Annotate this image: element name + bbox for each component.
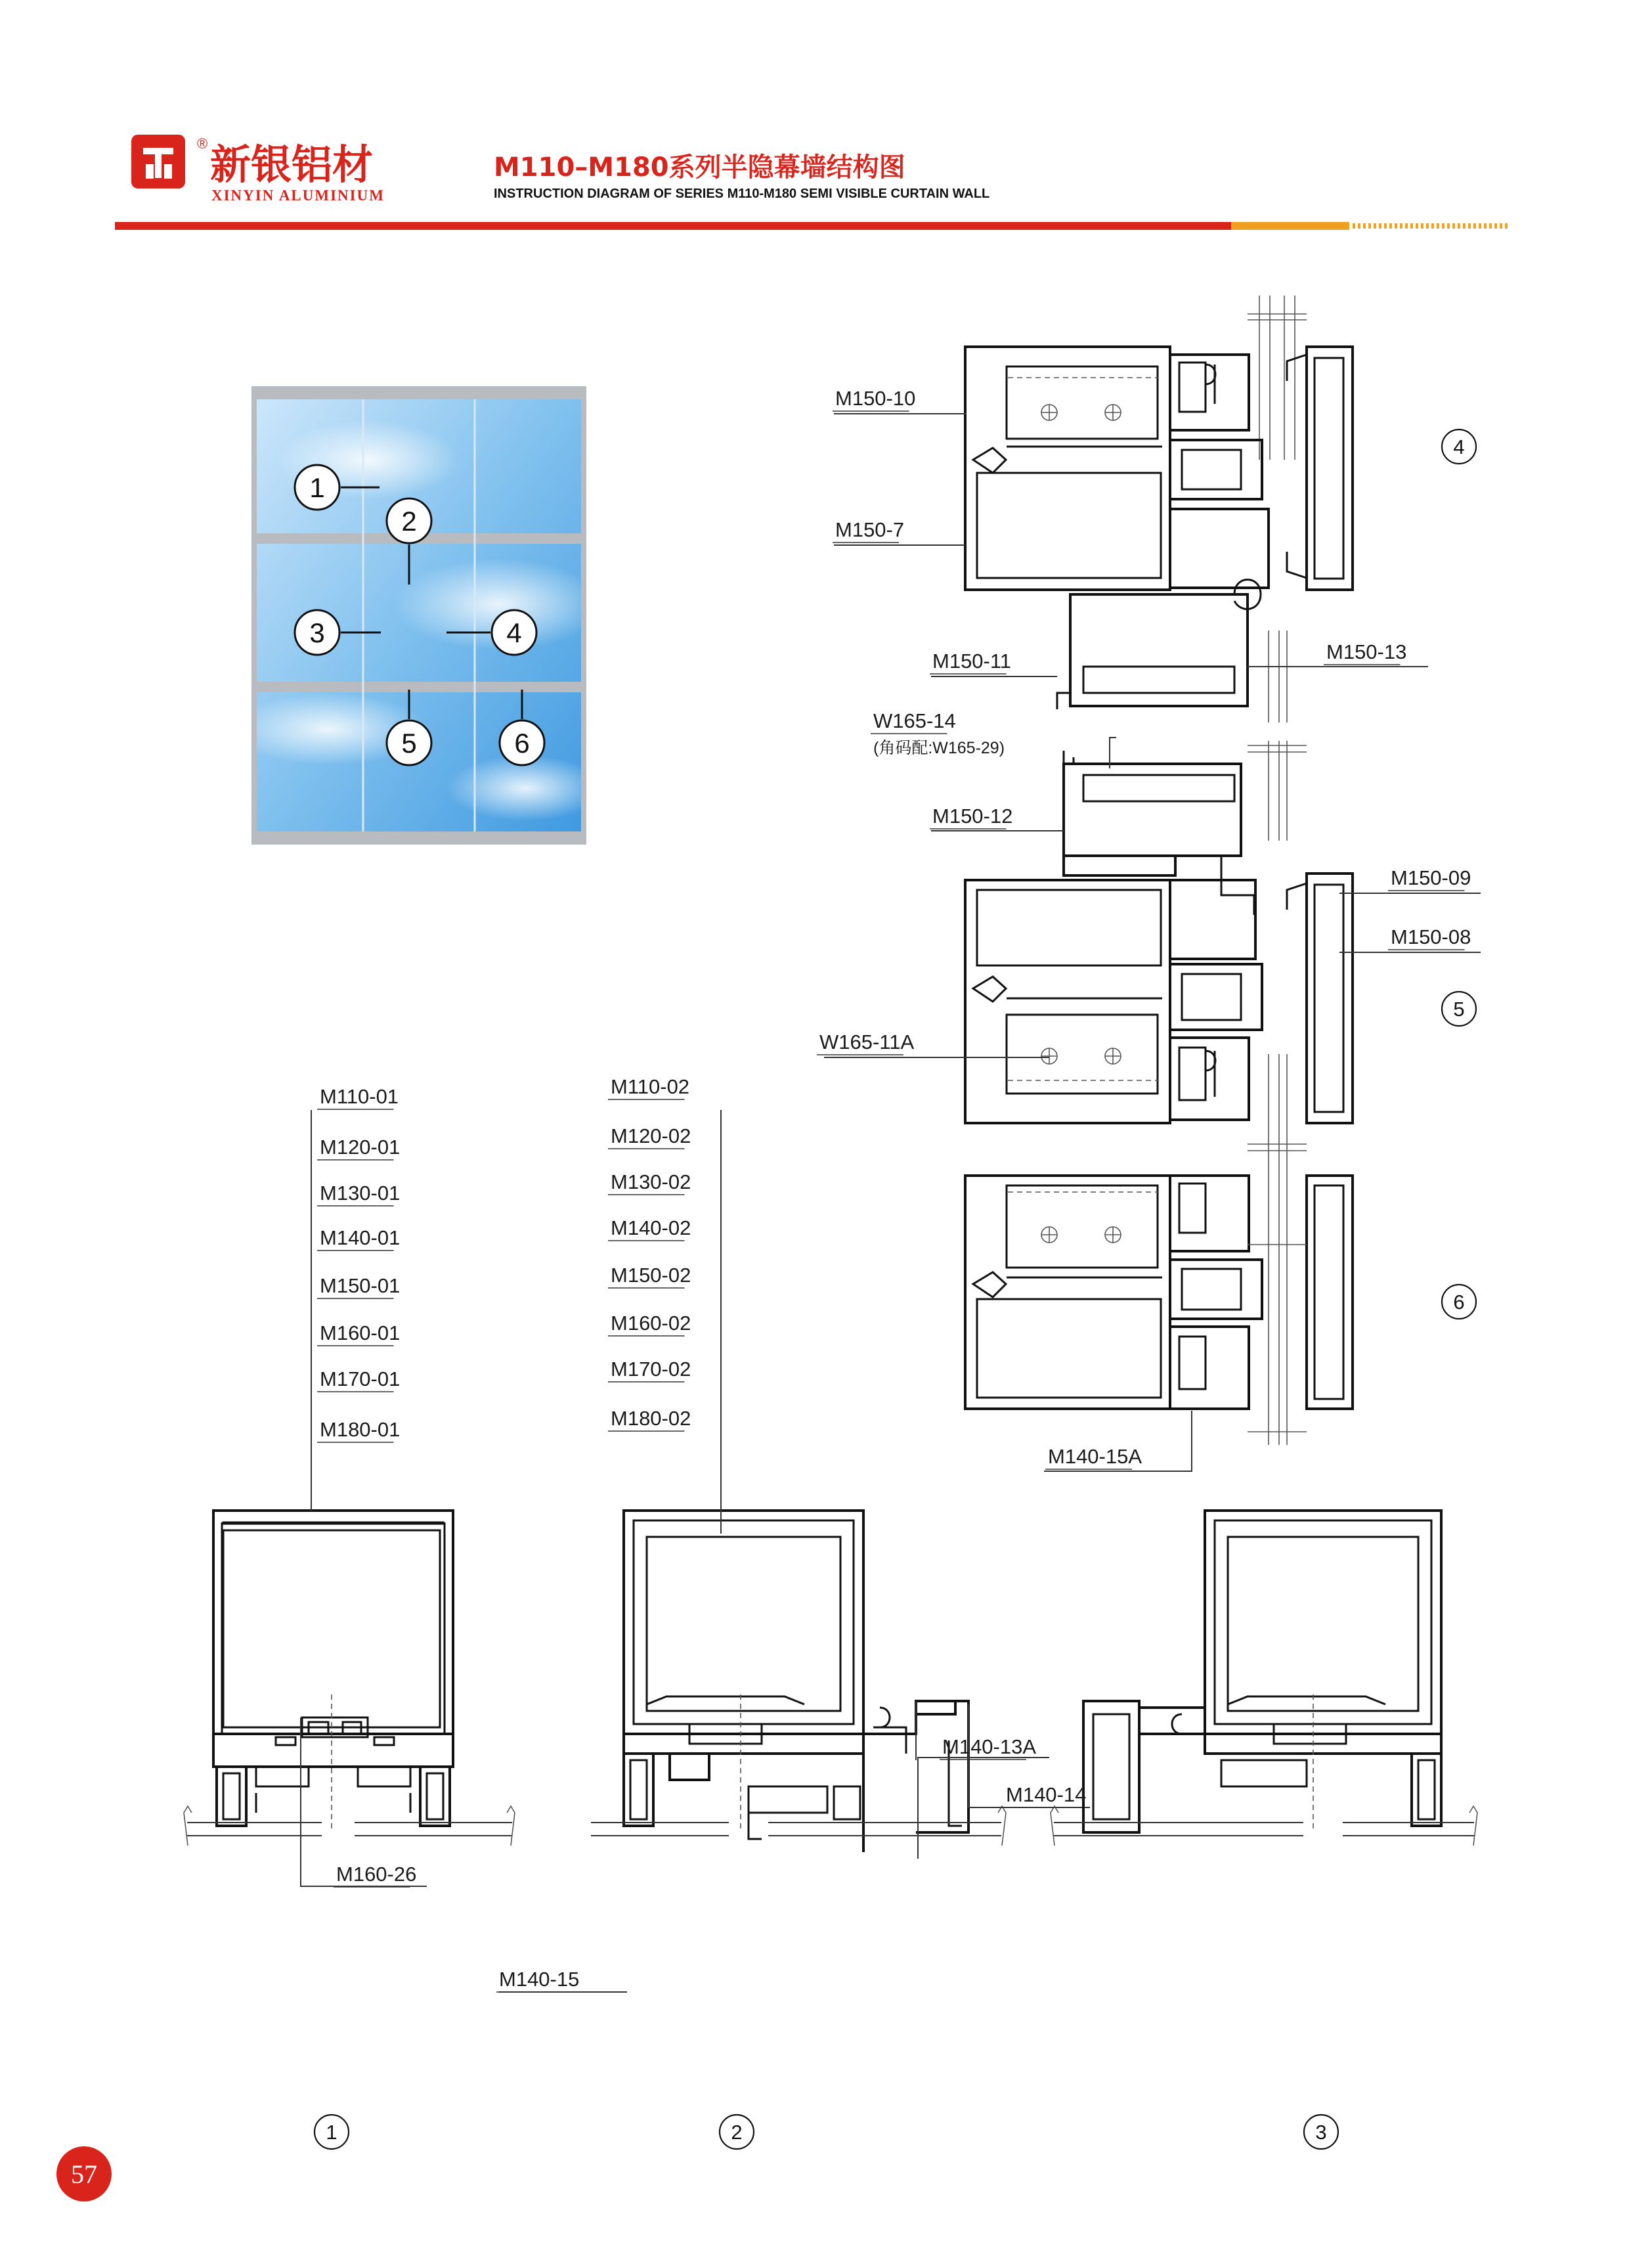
part-label: M170-02 bbox=[611, 1358, 691, 1381]
page-number-badge bbox=[56, 2146, 112, 2202]
header-rule-ticks bbox=[1353, 223, 1508, 229]
elevation-marker-label: 4 bbox=[506, 617, 522, 648]
elevation-marker-label: 3 bbox=[309, 617, 325, 648]
part-label: M150-10 bbox=[835, 387, 916, 410]
part-label: M150-08 bbox=[1391, 925, 1471, 948]
part-label: M150-09 bbox=[1391, 866, 1471, 889]
part-label: M120-01 bbox=[320, 1136, 401, 1159]
section-marker-label: 6 bbox=[1453, 1291, 1465, 1314]
part-label: (角码配:W165-29) bbox=[873, 739, 1005, 757]
section-marker-label: 2 bbox=[731, 2121, 743, 2144]
part-label: M150-11 bbox=[932, 650, 1012, 673]
part-label: M140-15A bbox=[1048, 1445, 1142, 1468]
section-marker-label: 4 bbox=[1453, 435, 1465, 458]
part-label: M140-14 bbox=[1006, 1783, 1087, 1806]
page-number: 57 bbox=[71, 2159, 97, 2189]
part-label: M120-02 bbox=[611, 1124, 691, 1147]
section-marker-label: 5 bbox=[1453, 998, 1465, 1021]
part-label: M150-01 bbox=[320, 1274, 401, 1297]
header-rule-orange bbox=[1231, 222, 1349, 230]
part-label: W165-11A bbox=[819, 1030, 915, 1053]
part-label: M130-02 bbox=[611, 1170, 691, 1193]
brand-name-en: XINYIN ALUMINIUM bbox=[211, 187, 385, 204]
part-label: M150-13 bbox=[1326, 640, 1407, 663]
part-label: M140-02 bbox=[611, 1216, 691, 1239]
part-label: M150-7 bbox=[835, 518, 905, 541]
section-2-drawing bbox=[499, 1110, 1090, 1992]
part-label: M160-02 bbox=[611, 1312, 691, 1335]
registered-mark: ® bbox=[197, 135, 208, 152]
part-label: M140-01 bbox=[320, 1226, 401, 1249]
part-label: M140-13A bbox=[942, 1735, 1037, 1758]
elevation-marker-label: 2 bbox=[401, 506, 417, 537]
elevation-marker-label: 6 bbox=[514, 728, 530, 759]
section-marker-label: 1 bbox=[326, 2121, 337, 2144]
section-marker-label: 3 bbox=[1315, 2121, 1327, 2144]
header bbox=[115, 135, 1508, 230]
elevation-marker-label: 5 bbox=[401, 728, 417, 759]
part-label: M150-12 bbox=[932, 805, 1013, 828]
part-label: M180-01 bbox=[320, 1418, 401, 1441]
part-label: M150-02 bbox=[611, 1264, 691, 1287]
elevation-view bbox=[230, 386, 604, 845]
part-label: M140-15 bbox=[499, 1968, 580, 1991]
part-label: M160-26 bbox=[336, 1863, 417, 1886]
part-label: M110-01 bbox=[320, 1085, 399, 1108]
part-label: M160-01 bbox=[320, 1321, 401, 1344]
part-label: M130-01 bbox=[320, 1182, 401, 1205]
header-rule-red bbox=[115, 222, 1231, 230]
section-3-drawing bbox=[1051, 1511, 1477, 1846]
brand-logo bbox=[131, 135, 185, 188]
section-5 bbox=[824, 738, 1481, 1162]
elevation-marker-label: 1 bbox=[309, 472, 325, 503]
part-label: W165-14 bbox=[873, 709, 956, 732]
part-label: M180-02 bbox=[611, 1407, 691, 1430]
brand-name-cn: 新银铝材 bbox=[210, 141, 374, 188]
part-label: M170-01 bbox=[320, 1367, 401, 1390]
title-en: INSTRUCTION DIAGRAM OF SERIES M110-M180 SEMI VISIBLE CURTAIN WALL bbox=[494, 187, 990, 201]
title-cn: M110–M180系列半隐幕墙结构图 bbox=[494, 152, 905, 183]
part-label: M110-02 bbox=[611, 1075, 690, 1098]
section-6 bbox=[965, 1162, 1353, 1471]
